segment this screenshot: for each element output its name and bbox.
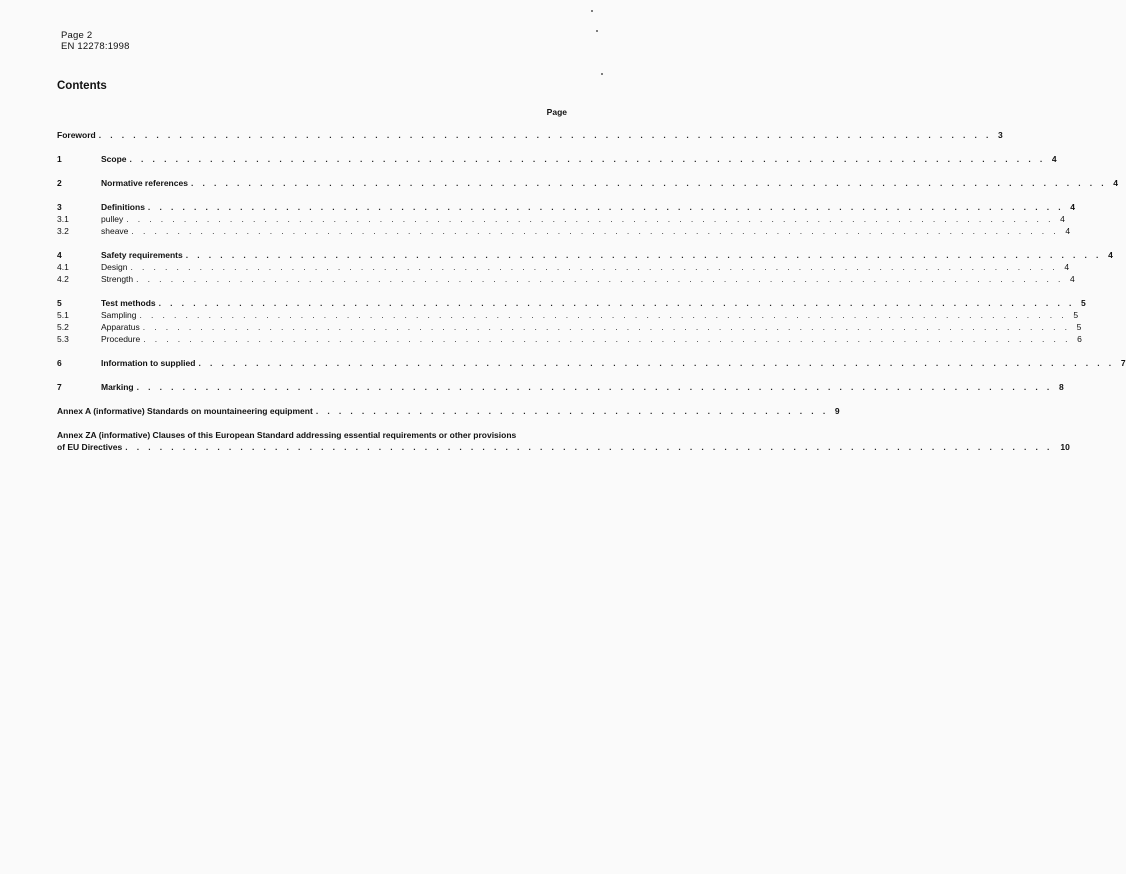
toc-label: sheave — [101, 226, 129, 236]
toc-page: 5 — [1073, 310, 1079, 320]
toc-page: 4 — [1064, 262, 1070, 272]
toc-page: 7 — [1120, 358, 1126, 368]
toc-label: Information to supplied — [101, 358, 196, 368]
toc-number: 5.1 — [57, 310, 69, 320]
toc-entry-safety-requirements[interactable] — [57, 250, 1113, 261]
toc-entry-procedure[interactable] — [57, 334, 1082, 345]
toc-number: 3.2 — [57, 226, 69, 236]
toc-label: Marking — [101, 382, 134, 392]
toc-entry-annex-za[interactable] — [57, 442, 1070, 453]
toc-entry-pulley[interactable] — [57, 214, 1065, 225]
toc-page: 4 — [1070, 202, 1076, 212]
toc-label: Test methods — [101, 298, 156, 308]
toc-label: Strength — [101, 274, 134, 284]
toc-entry-marking[interactable] — [57, 382, 1064, 393]
toc-entry-strength[interactable] — [57, 274, 1075, 285]
toc-label: Foreword — [57, 130, 96, 140]
leader-dots: . . . . . . . . . . . . . . . . . . . . . . . . . . . . . . . . . . . . . . . . . . . . . . . . . . . . . . . . . . . . . . . . . . . . . . . . . . . . . . . . — [129, 154, 1046, 164]
leader-dots: . . . . . . . . . . . . . . . . . . . . . . . . . . . . . . . . . . . . . . . . . . . . . . . . . . . . . . . . . . . . . . . . . . . . . . . . . . . . . . . . — [136, 382, 1053, 392]
contents-title: Contents — [57, 80, 107, 92]
leader-dots: . . . . . . . . . . . . . . . . . . . . . . . . . . . . . . . . . . . . . . . . . . . . . . . . . . . . . . . . . . . . . . . . . . . . . . . . . . . . . . . . . — [126, 214, 1054, 224]
leader-dots: . . . . . . . . . . . . . . . . . . . . . . . . . . . . . . . . . . . . . . . . . . . . . . . . . . . . . . . . . . . . . . . . . . . . . . . . . . . . . . . . . — [142, 322, 1071, 332]
leader-dots: . . . . . . . . . . . . . . . . . . . . . . . . . . . . . . . . . . . . . . . . . . . . . . . . . . . . . . . . . . . . . . . . . . . . . . . . . . . . . . . . — [147, 202, 1065, 212]
toc-page: 5 — [1076, 322, 1082, 332]
toc-number: 7 — [57, 382, 62, 392]
toc-number: 5.3 — [57, 334, 69, 344]
scan-speck — [601, 73, 603, 75]
leader-dots: . . . . . . . . . . . . . . . . . . . . . . . . . . . . . . . . . . . . . . . . . . . . . . . . . . . . . . . . . . . . . . . . . . . . . . . . . . . . . . . . — [158, 298, 1075, 308]
page-number-header: Page 2 — [61, 30, 93, 41]
toc-number: 3 — [57, 202, 62, 212]
toc-page: 5 — [1081, 298, 1086, 308]
toc-label: Normative references — [101, 178, 188, 188]
leader-dots: . . . . . . . . . . . . . . . . . . . . . . . . . . . . . . . . . . . . . . . . . . . . . . . . . . . . . . . . . . . . . . . . . . . . . . . . . . . . . . . . . — [130, 262, 1059, 272]
toc-entry-definitions[interactable] — [57, 202, 1076, 213]
toc-page: 6 — [1077, 334, 1082, 344]
leader-dots: . . . . . . . . . . . . . . . . . . . . . . . . . . . . . . . . . . . . . . . . . . . . . . . . . . . . . . . . . . . . . . . . . . . . . . . . . . . . . . . . . — [143, 334, 1071, 344]
leader-dots: . . . . . . . . . . . . . . . . . . . . . . . . . . . . . . . . . . . . . . . . . . . . . — [315, 406, 829, 416]
toc-entry-annex-za-line1[interactable]: Annex ZA (informative) Clauses of this European Standard addressing essential requirements or other provisions — [57, 430, 517, 440]
leader-dots: . . . . . . . . . . . . . . . . . . . . . . . . . . . . . . . . . . . . . . . . . . . . . . . . . . . . . . . . . . . . . . . . . . . . . . . . . . . . . . . . . — [131, 226, 1060, 236]
toc-page: 3 — [998, 130, 1003, 140]
toc-number: 4.2 — [57, 274, 69, 284]
toc-label: Safety requirements — [101, 250, 183, 260]
toc-entry-scope[interactable] — [57, 154, 1057, 165]
scan-speck — [596, 30, 598, 32]
toc-entry-sheave[interactable] — [57, 226, 1071, 237]
toc-page: 4 — [1065, 226, 1071, 236]
toc-number: 4.1 — [57, 262, 69, 272]
toc-number: 4 — [57, 250, 62, 260]
toc-entry-sampling[interactable] — [57, 310, 1079, 321]
toc-number: 5.2 — [57, 322, 69, 332]
toc-label: Procedure — [101, 334, 141, 344]
toc-label: Scope — [101, 154, 127, 164]
standard-number-header: EN 12278:1998 — [61, 41, 130, 52]
toc-label: Definitions — [101, 202, 145, 212]
toc-page: 4 — [1113, 178, 1119, 188]
toc-label: Apparatus — [101, 322, 140, 332]
toc-page: 9 — [834, 406, 840, 416]
toc-entry-annex-a[interactable] — [57, 406, 840, 417]
toc-entry-normative-references[interactable] — [57, 178, 1119, 189]
toc-entry-design[interactable] — [57, 262, 1070, 273]
leader-dots: . . . . . . . . . . . . . . . . . . . . . . . . . . . . . . . . . . . . . . . . . . . . . . . . . . . . . . . . . . . . . . . . . . . . . . . . . . . . . . . . . — [125, 442, 1053, 452]
toc-page: 10 — [1060, 442, 1070, 452]
toc-entry-apparatus[interactable] — [57, 322, 1082, 333]
toc-entry-test-methods[interactable] — [57, 298, 1086, 309]
toc-page: 4 — [1051, 154, 1057, 164]
toc-number: 3.1 — [57, 214, 69, 224]
toc-label: Sampling — [101, 310, 137, 320]
toc-entry-foreword[interactable] — [57, 130, 1003, 141]
leader-dots: . . . . . . . . . . . . . . . . . . . . . . . . . . . . . . . . . . . . . . . . . . . . . . . . . . . . . . . . . . . . . . . . . . . . . . . . . . . . . . — [98, 130, 992, 140]
leader-dots: . . . . . . . . . . . . . . . . . . . . . . . . . . . . . . . . . . . . . . . . . . . . . . . . . . . . . . . . . . . . . . . . . . . . . . . . . . . . . . . . — [198, 358, 1115, 368]
page-column-label: Page — [546, 107, 567, 117]
leader-dots: . . . . . . . . . . . . . . . . . . . . . . . . . . . . . . . . . . . . . . . . . . . . . . . . . . . . . . . . . . . . . . . . . . . . . . . . . . . . . . . . — [190, 178, 1108, 188]
toc-page: 4 — [1070, 274, 1075, 284]
toc-label: pulley — [101, 214, 124, 224]
toc-number: 6 — [57, 358, 62, 368]
toc-entry-information-to-supplied[interactable] — [57, 358, 1126, 369]
toc-label: Annex A (informative) Standards on mountaineering equipment — [57, 406, 313, 416]
leader-dots: . . . . . . . . . . . . . . . . . . . . . . . . . . . . . . . . . . . . . . . . . . . . . . . . . . . . . . . . . . . . . . . . . . . . . . . . . . . . . . . . . — [136, 274, 1064, 284]
leader-dots: . . . . . . . . . . . . . . . . . . . . . . . . . . . . . . . . . . . . . . . . . . . . . . . . . . . . . . . . . . . . . . . . . . . . . . . . . . . . . . . . . — [139, 310, 1068, 320]
toc-label: Design — [101, 262, 128, 272]
toc-page: 4 — [1108, 250, 1113, 260]
toc-number: 2 — [57, 178, 62, 188]
toc-page: 8 — [1058, 382, 1064, 392]
toc-label: of EU Directives — [57, 442, 123, 452]
leader-dots: . . . . . . . . . . . . . . . . . . . . . . . . . . . . . . . . . . . . . . . . . . . . . . . . . . . . . . . . . . . . . . . . . . . . . . . . . . . . . . . . — [185, 250, 1102, 260]
toc-number: 1 — [57, 154, 62, 164]
toc-page: 4 — [1060, 214, 1065, 224]
scan-speck — [591, 10, 593, 12]
toc-number: 5 — [57, 298, 62, 308]
